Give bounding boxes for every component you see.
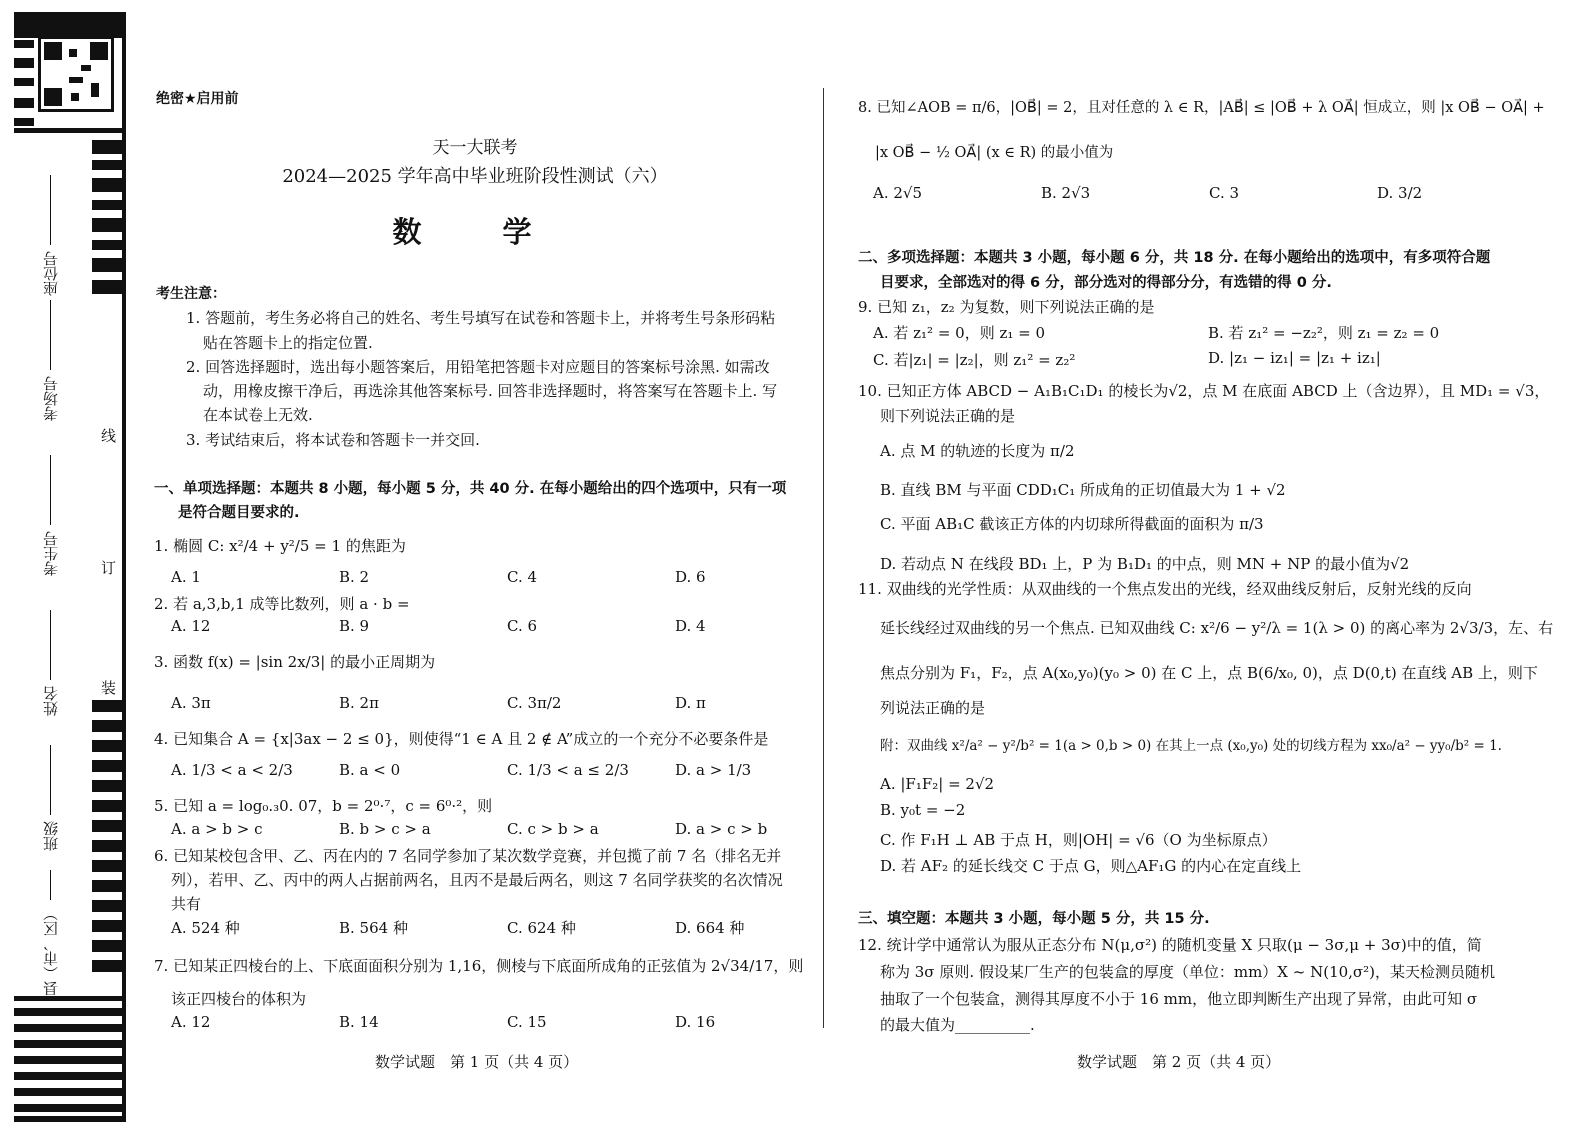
q1-option-d: D. 6 bbox=[675, 568, 706, 586]
question-11-cont: 列说法正确的是 bbox=[880, 699, 986, 717]
field-room: 考场号 bbox=[40, 300, 61, 421]
q7-option-c: C. 15 bbox=[507, 1013, 547, 1031]
binding-border-top bbox=[14, 12, 126, 38]
subject-title: 数 学 bbox=[392, 215, 558, 249]
q11-option-d: D. 若 AF₂ 的延长线交 C 于点 G，则△AF₁G 的内心在定直线上 bbox=[880, 857, 1302, 875]
confidential-label: 绝密★启用前 bbox=[156, 91, 239, 107]
question-10: 10. 已知正方体 ABCD − A₁B₁C₁D₁ 的棱长为√2，点 M 在底面 ABCD 上（含边界），且 MD₁ = √3， bbox=[858, 382, 1550, 400]
binding-border-right bbox=[122, 12, 126, 1122]
question-5: 5. 已知 a = log₀.₃0. 07，b = 2⁰·⁷，c = 6⁰·²，则 bbox=[154, 797, 493, 815]
seal-mark-install: 装 bbox=[99, 680, 117, 695]
q2-option-a: A. 12 bbox=[171, 617, 211, 635]
q9-option-b: B. 若 z₁² = −z₂²，则 z₁ = z₂ = 0 bbox=[1208, 324, 1440, 342]
q9-option-c: C. 若|z₁| = |z₂|，则 z₁² = z₂² bbox=[873, 351, 1076, 369]
q3-option-b: B. 2π bbox=[339, 694, 379, 712]
q11-option-a: A. |F₁F₂| = 2√2 bbox=[880, 775, 995, 793]
field-class: 班级 bbox=[40, 745, 61, 851]
section-3-heading: 三、填空题：本题共 3 小题，每小题 5 分，共 15 分. bbox=[858, 911, 1210, 927]
section-2-heading: 二、多项选择题：本题共 3 小题，每小题 6 分，共 18 分. 在每小题给出的选项中，有多项符合题 bbox=[858, 250, 1491, 266]
question-11-cont: 延长线经过双曲线的另一个焦点. 已知双曲线 C: x²/6 − y²/λ = 1(λ > 0) 的离心率为 2√3/3，左、右 bbox=[880, 619, 1554, 637]
q1-option-a: A. 1 bbox=[171, 568, 201, 586]
section-2-heading-cont: 目要求，全部选对的得 6 分，部分选对的得部分分，有选错的得 0 分. bbox=[880, 275, 1332, 291]
notice-line: 1. 答题前，考生务必将自己的姓名、考生号填写在试卷和答题卡上，并将考生号条形码粘 bbox=[186, 309, 776, 327]
question-8: 8. 已知∠AOB = π/6，|OB⃗| = 2，且对任意的 λ ∈ R，|AB⃗| ≤ |OB⃗ + λ OA⃗| 恒成立，则 |x OB⃗ − OA⃗| + bbox=[858, 100, 1545, 116]
q6-option-c: C. 624 种 bbox=[507, 919, 576, 937]
field-seat: 座位号 bbox=[40, 175, 61, 296]
question-7: 7. 已知某正四棱台的上、下底面面积分别为 1,16，侧棱与下底面所成角的正弦值为 2√34/17，则 bbox=[154, 957, 804, 975]
seal-mark-line: 线 bbox=[99, 428, 117, 443]
question-12: 12. 统计学中通常认为服从正态分布 N(μ,σ²) 的随机变量 X 只取(μ − 3σ,μ + 3σ)中的值，简 bbox=[858, 936, 1482, 954]
q1-option-b: B. 2 bbox=[339, 568, 370, 586]
q6-option-d: D. 664 种 bbox=[675, 919, 745, 937]
q5-option-c: C. c > b > a bbox=[507, 820, 599, 838]
section-1-heading-cont: 是符合题目要求的. bbox=[178, 505, 300, 521]
q6-option-b: B. 564 种 bbox=[339, 919, 408, 937]
question-6-cont: 共有 bbox=[171, 895, 202, 913]
q4-option-d: D. a > 1/3 bbox=[675, 761, 752, 779]
q4-option-a: A. 1/3 < a < 2/3 bbox=[171, 761, 293, 779]
q5-option-d: D. a > c > b bbox=[675, 820, 768, 838]
question-12-cont: 称为 3σ 原则. 假设某厂生产的包装盒的厚度（单位：mm）X ~ N(10,σ²)，某天检测员随机 bbox=[880, 963, 1496, 981]
q3-option-c: C. 3π/2 bbox=[507, 694, 562, 712]
exam-title: 2024—2025 学年高中毕业班阶段性测试（六） bbox=[282, 166, 668, 187]
column-divider bbox=[823, 88, 824, 1028]
notice-line: 2. 回答选择题时，选出每小题答案后，用铅笔把答题卡对应题目的答案标号涂黑. 如需改 bbox=[186, 358, 770, 376]
q11-option-b: B. y₀t = −2 bbox=[880, 801, 966, 819]
question-12-cont: 抽取了一个包装盒，测得其厚度不小于 16 mm，他立即判断生产出现了异常，由此可知 σ bbox=[880, 990, 1478, 1008]
q2-option-d: D. 4 bbox=[675, 617, 706, 635]
binding-strip bbox=[0, 0, 130, 1138]
question-11-note: 附：双曲线 x²/a² − y²/b² = 1(a > 0,b > 0) 在其上一点 (x₀,y₀) 处的切线方程为 xx₀/a² − yy₀/b² = 1. bbox=[880, 738, 1502, 754]
exam-org: 天一大联考 bbox=[432, 138, 518, 158]
q7-option-d: D. 16 bbox=[675, 1013, 716, 1031]
q4-option-b: B. a < 0 bbox=[339, 761, 401, 779]
q4-option-c: C. 1/3 < a ≤ 2/3 bbox=[507, 761, 629, 779]
question-11: 11. 双曲线的光学性质：从双曲线的一个焦点发出的光线，经双曲线反射后，反射光线的反向 bbox=[858, 580, 1472, 598]
field-id: 考生号 bbox=[40, 455, 61, 576]
question-11-cont: 焦点分别为 F₁，F₂，点 A(x₀,y₀)(y₀ > 0) 在 C 上，点 B(6/x₀, 0)，点 D(0,t) 在直线 AB 上，则下 bbox=[880, 664, 1538, 682]
q8-option-b: B. 2√3 bbox=[1041, 184, 1091, 202]
q10-option-d: D. 若动点 N 在线段 BD₁ 上，P 为 B₁D₁ 的中点，则 MN + NP 的最小值为√2 bbox=[880, 555, 1410, 573]
question-3: 3. 函数 f(x) = |sin 2x/3| 的最小正周期为 bbox=[154, 653, 436, 671]
question-1: 1. 椭圆 C: x²/4 + y²/5 = 1 的焦距为 bbox=[154, 537, 406, 555]
q2-option-c: C. 6 bbox=[507, 617, 538, 635]
q5-option-a: A. a > b > c bbox=[171, 820, 263, 838]
question-2: 2. 若 a,3,b,1 成等比数列，则 a · b = bbox=[154, 595, 410, 613]
section-1-heading: 一、单项选择题：本题共 8 小题，每小题 5 分，共 40 分. 在每小题给出的四个选项中，只有一项 bbox=[154, 481, 787, 497]
question-10-cont: 则下列说法正确的是 bbox=[880, 407, 1016, 425]
qr-code-icon bbox=[38, 36, 114, 112]
page-footer-left: 数学试题 第 1 页（共 4 页） bbox=[375, 1053, 579, 1071]
page-footer-right: 数学试题 第 2 页（共 4 页） bbox=[1077, 1053, 1281, 1071]
q3-option-a: A. 3π bbox=[171, 694, 211, 712]
q8-option-d: D. 3/2 bbox=[1377, 184, 1423, 202]
q5-option-b: B. b > c > a bbox=[339, 820, 431, 838]
notice-line: 贴在答题卡上的指定位置. bbox=[203, 334, 373, 352]
q2-option-b: B. 9 bbox=[339, 617, 370, 635]
q8-option-a: A. 2√5 bbox=[873, 184, 923, 202]
notice-line: 动，用橡皮擦干净后，再选涂其他答案标号. 回答非选择题时，将答案写在答题卡上. 写 bbox=[203, 382, 778, 400]
q8-option-c: C. 3 bbox=[1209, 184, 1240, 202]
question-12-cont: 的最大值为__________. bbox=[880, 1016, 1035, 1034]
q3-option-d: D. π bbox=[675, 694, 706, 712]
q10-option-b: B. 直线 BM 与平面 CDD₁C₁ 所成角的正切值最大为 1 + √2 bbox=[880, 481, 1286, 499]
q7-option-a: A. 12 bbox=[171, 1013, 211, 1031]
notice-line: 在本试卷上无效. bbox=[203, 406, 313, 424]
question-4: 4. 已知集合 A = {x|3ax − 2 ≤ 0}，则使得“1 ∈ A 且 2 ∉ A”成立的一个充分不必要条件是 bbox=[154, 730, 769, 748]
q6-option-a: A. 524 种 bbox=[171, 919, 240, 937]
question-9: 9. 已知 z₁，z₂ 为复数，则下列说法正确的是 bbox=[858, 298, 1155, 316]
seal-mark-bind: 订 bbox=[99, 560, 117, 575]
question-7-cont: 该正四棱台的体积为 bbox=[171, 990, 307, 1008]
notice-line: 3. 考试结束后，将本试卷和答题卡一并交回. bbox=[186, 431, 480, 449]
question-6: 6. 已知某校包含甲、乙、丙在内的 7 名同学参加了某次数学竞赛，并包揽了前 7 名（排名无并 bbox=[154, 847, 782, 865]
notice-title: 考生注意： bbox=[156, 286, 226, 302]
q11-option-c: C. 作 F₁H ⊥ AB 于点 H，则|OH| = √6（O 为坐标原点） bbox=[880, 831, 1277, 849]
q10-option-c: C. 平面 AB₁C 截该正方体的内切球所得截面的面积为 π/3 bbox=[880, 515, 1264, 533]
q1-option-c: C. 4 bbox=[507, 568, 538, 586]
question-6-cont: 列），若甲、乙、丙中的两人占据前两名，且丙不是最后两名，则这 7 名同学获奖的名次情况 bbox=[171, 871, 783, 889]
field-name: 姓名 bbox=[40, 610, 61, 716]
question-8-cont: |x OB⃗ − ½ OA⃗| (x ∈ R) 的最小值为 bbox=[875, 145, 1114, 161]
field-county: 县（市、区） bbox=[40, 870, 61, 996]
q9-option-a: A. 若 z₁² = 0，则 z₁ = 0 bbox=[873, 324, 1046, 342]
q7-option-b: B. 14 bbox=[339, 1013, 379, 1031]
q9-option-d: D. |z₁ − iz₁| = |z₁ + iz₁| bbox=[1208, 349, 1381, 367]
q10-option-a: A. 点 M 的轨迹的长度为 π/2 bbox=[880, 442, 1075, 460]
